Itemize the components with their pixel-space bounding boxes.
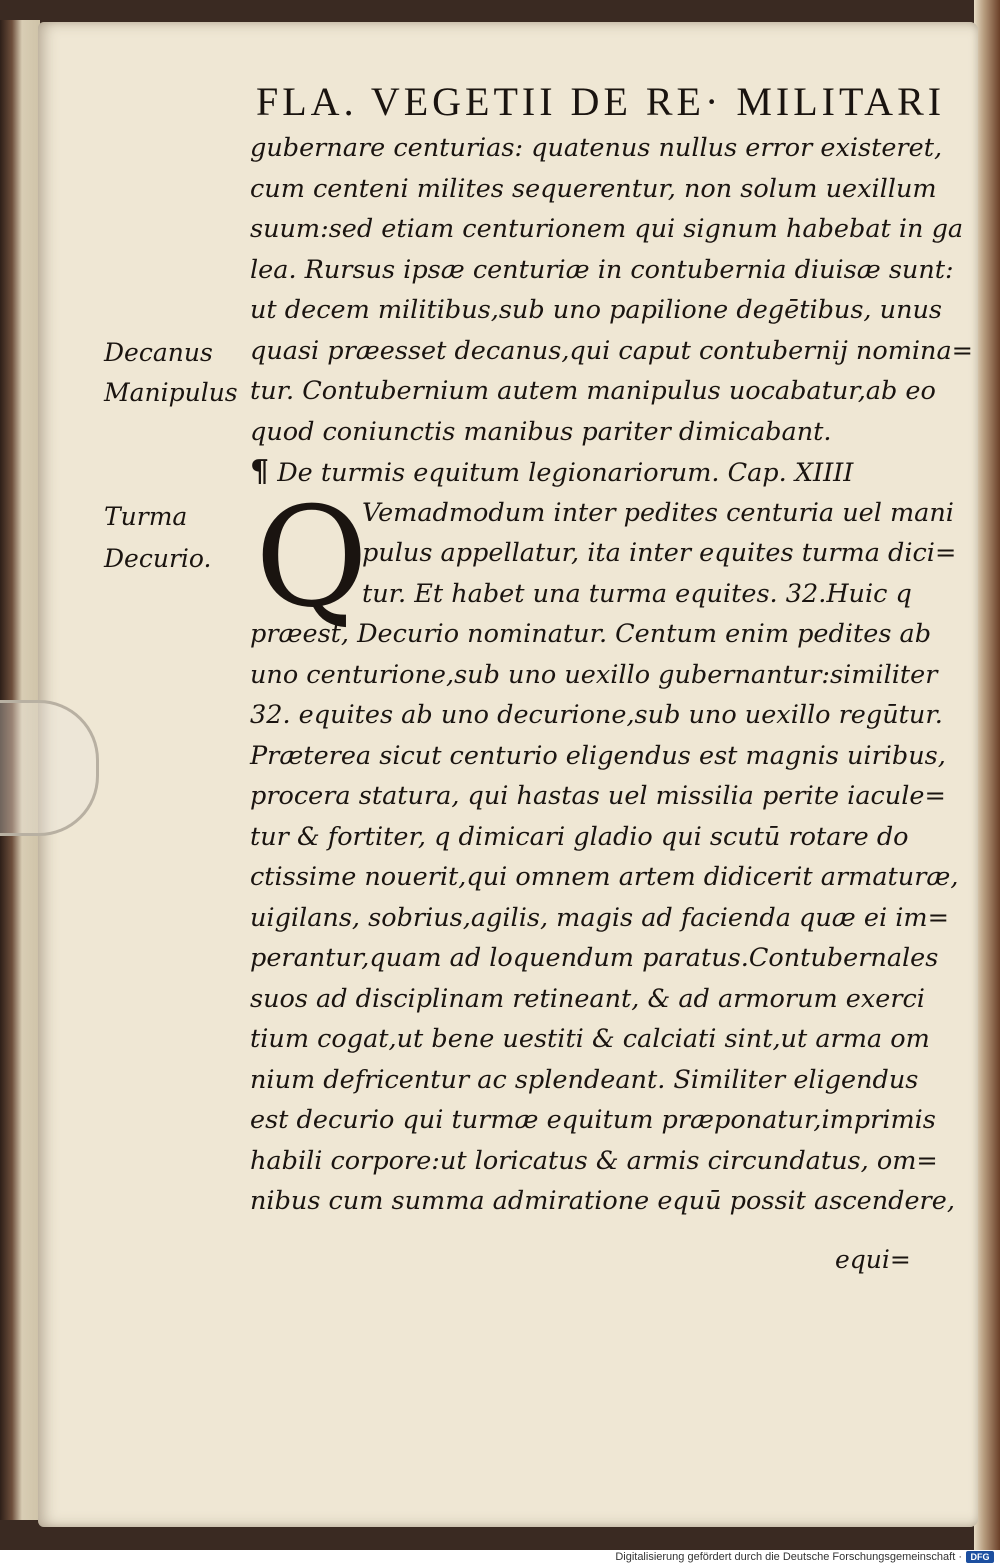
catchword: equi=	[835, 1245, 911, 1274]
drop-cap: Q	[255, 477, 369, 638]
text-line: præest, Decurio nominatur. Centum enim pedites ab	[250, 619, 932, 649]
text-line: gubernare centurias: quatenus nullus error existeret,	[250, 133, 943, 163]
text-line: lea. Rursus ipsæ centuriæ in contubernia diuisæ sunt:	[250, 254, 954, 285]
text-line: nibus cum summa admiratione equū possit ascendere,	[250, 1186, 955, 1216]
margin-note-decanus: Decanus	[104, 338, 213, 367]
text-line: 32. equites ab uno decurione,sub uno uexillo regūtur.	[250, 700, 943, 730]
text-line: procera statura, qui hastas uel missilia perite iacule=	[250, 781, 946, 811]
margin-note-decurio: Decurio.	[104, 544, 212, 573]
pilcrow-icon: ¶	[250, 454, 270, 489]
chapter-heading	[250, 452, 910, 493]
margin-note-manipulus: Manipulus	[104, 378, 238, 407]
text-line: Præterea sicut centurio eligendus est magnis uiribus,	[250, 740, 946, 771]
text-line: habili corpore:ut loricatus & armis circundatus, om=	[250, 1145, 938, 1176]
body-text	[250, 128, 974, 1222]
text-line: suum:sed etiam centurionem qui signum habebat in ga	[250, 214, 964, 244]
text-line: tur. Et habet una turma equites. 32.Huic q	[362, 578, 912, 609]
text-line: tur. Contubernium autem manipulus uocabatur,ab eo	[250, 376, 936, 406]
text-line: cum centeni milites sequerentur, non solum uexillum	[250, 173, 937, 204]
text-line: uigilans, sobrius,agilis, magis ad facienda quæ ei im=	[250, 902, 949, 933]
text-line: Vemadmodum inter pedites centuria uel mani	[362, 497, 954, 528]
text-line: tur & fortiter, q dimicari gladio qui scutū rotare do	[250, 821, 909, 852]
text-line: est decurio qui turmæ equitum præponatur,imprimis	[250, 1105, 936, 1135]
text-line: uno centurione,sub uno uexillo gubernantur:similiter	[250, 659, 938, 690]
text-line: tium cogat,ut bene uestiti & calciati sint,ut arma om	[250, 1024, 930, 1054]
running-head: FLA. VEGETII DE RE· MILITARI	[256, 79, 946, 124]
text-line: quod coniunctis manibus pariter dimicabant.	[250, 416, 832, 447]
text-line: nium defricentur ac splendeant. Similiter eligendus	[250, 1064, 919, 1095]
chapter-title: De turmis equitum legionariorum. Cap. XIIII	[277, 458, 854, 488]
dfg-logo-icon[interactable]: DFG	[966, 1551, 994, 1563]
text-line: suos ad disciplinam retineant, & ad armorum exerci	[250, 983, 925, 1014]
footer-bar	[0, 1550, 1000, 1565]
margin-note-turma: Turma	[104, 502, 188, 531]
text-line: perantur,quam ad loquendum paratus.Contubernales	[250, 943, 939, 973]
footer-credit: Digitalisierung gefördert durch die Deutsche Forschungsgemeinschaft ·	[615, 1551, 962, 1563]
text-line: pulus appellatur, ita inter equites turma dici=	[362, 538, 957, 568]
text-line: quasi præesset decanus,qui caput contubernij nomina=	[250, 335, 974, 366]
text-line: ctissime nouerit,qui omnem artem didicerit armaturæ,	[250, 862, 959, 892]
text-line: ut decem militibus,sub uno papilione degētibus, unus	[250, 295, 942, 325]
